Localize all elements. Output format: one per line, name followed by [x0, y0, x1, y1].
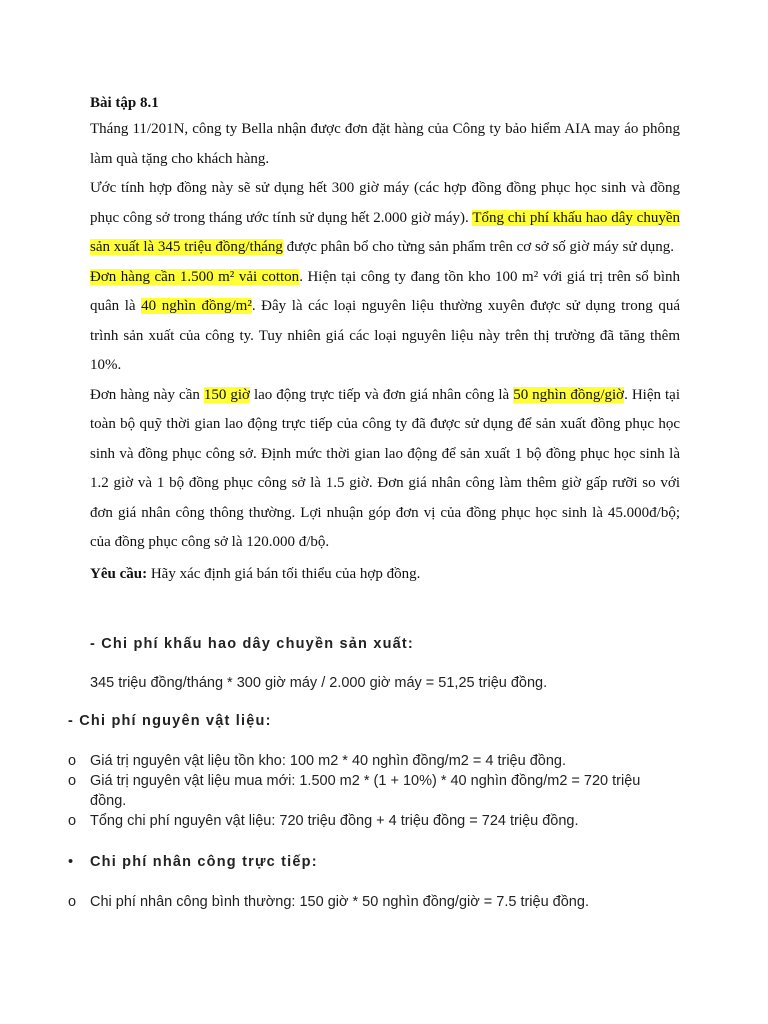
labor-text-end: . Hiện tại toàn bộ quỹ thời gian lao động trực tiếp của công ty đã được sử dụng để sản xuất đồng phục học sinh và đồng phục công sở. Định mức thời gian lao động để sản xuất 1 bộ đồng phục học sinh là 1.2 giờ và 1 bộ đồng phục công sở là 1.5 giờ. Đơn giá nhân công làm thêm giờ gấp rưỡi so với đơn giá nhân công thông thường. Lợi nhuận góp đơn vị của đồng phục học sinh là 45.000đ/bộ; của đồng phục công sở là 120.000 đ/bộ.	[90, 386, 680, 550]
highlight-depreciation: Tổng chi phí khấu hao dây chuyền sản xuất là 345 triệu đồng/tháng	[90, 209, 680, 255]
problem-statement	[90, 115, 680, 589]
list-item	[68, 811, 668, 831]
depreciation-heading: - Chi phí khấu hao dây chuyền sản xuất:	[90, 636, 414, 652]
highlight-fabric: Đơn hàng cần 1.500 m² vải cotton	[90, 268, 300, 285]
material-text: . Hiện tại công ty đang tồn kho 100 m² với giá trị trên sổ bình quân là	[90, 268, 680, 314]
material-item-text: Giá trị nguyên vật liệu tồn kho: 100 m2 * 40 nghìn đồng/m2 = 4 triệu đồng.	[90, 753, 566, 769]
highlight-wage: 50 nghìn đồng/giờ	[513, 386, 625, 403]
circle-bullet-icon: o	[68, 813, 77, 829]
depreciation-calculation: 345 triệu đồng/tháng * 300 giờ máy / 2.000 giờ máy = 51,25 triệu đồng.	[90, 675, 548, 691]
material-item-text: Tổng chi phí nguyên vật liệu: 720 triệu đồng + 4 triệu đồng = 724 triệu đồng.	[90, 813, 579, 829]
paragraph-material	[90, 263, 680, 381]
list-item	[68, 751, 668, 771]
requirement-label: Yêu cầu:	[90, 565, 148, 582]
labor-list	[68, 892, 668, 912]
material-item-text: Giá trị nguyên vật liệu mua mới: 1.500 m2 * (1 + 10%) * 40 nghìn đồng/m2 = 720 triệu đồng.	[90, 773, 641, 809]
labor-text-mid: lao động trực tiếp và đơn giá nhân công là	[249, 386, 514, 403]
bullet-icon: •	[68, 854, 74, 870]
paragraph-intro	[90, 115, 680, 174]
paragraph-labor	[90, 381, 680, 558]
labor-text: Đơn hàng này cần	[90, 386, 204, 403]
circle-bullet-icon: o	[68, 753, 77, 769]
circle-bullet-icon: o	[68, 894, 77, 910]
depreciation-text-end: được phân bổ cho từng sản phẩm trên cơ sở số giờ máy sử dụng.	[282, 239, 674, 255]
material-text-end: . Đây là các loại nguyên liệu thường xuyên được sử dụng trong quá trình sản xuất của công ty. Tuy nhiên giá các loại nguyên liệu này trên thị trường đã tăng thêm 10%.	[90, 298, 681, 373]
list-item	[68, 892, 668, 912]
depreciation-text: Ước tính hợp đồng này sẽ sử dụng hết 300 giờ máy (các hợp đồng đồng phục học sinh và đồng phục công sở trong tháng ước tính sử dụng hết 2.000 giờ máy).	[90, 180, 680, 226]
material-list	[68, 751, 668, 831]
labor-item-text: Chi phí nhân công bình thường: 150 giờ * 50 nghìn đồng/giờ = 7.5 triệu đồng.	[90, 894, 589, 910]
paragraph-depreciation	[90, 174, 680, 263]
labor-heading-row	[68, 852, 668, 872]
exercise-title: Bài tập 8.1	[90, 95, 159, 111]
list-item	[68, 771, 668, 811]
labor-heading: Chi phí nhân công trực tiếp:	[90, 854, 318, 870]
paragraph-requirement	[90, 560, 680, 590]
intro-text: Tháng 11/201N, công ty Bella nhận được đơn đặt hàng của Công ty bảo hiểm AIA may áo phông làm quà tặng cho khách hàng.	[90, 121, 680, 167]
requirement-text: Hãy xác định giá bán tối thiểu của hợp đồng.	[147, 565, 421, 582]
circle-bullet-icon: o	[68, 773, 77, 789]
material-heading: - Chi phí nguyên vật liệu:	[68, 713, 272, 729]
highlight-unit-price: 40 nghìn đồng/m²	[141, 298, 252, 314]
list-item	[68, 852, 668, 872]
highlight-hours: 150 giờ	[203, 386, 250, 403]
